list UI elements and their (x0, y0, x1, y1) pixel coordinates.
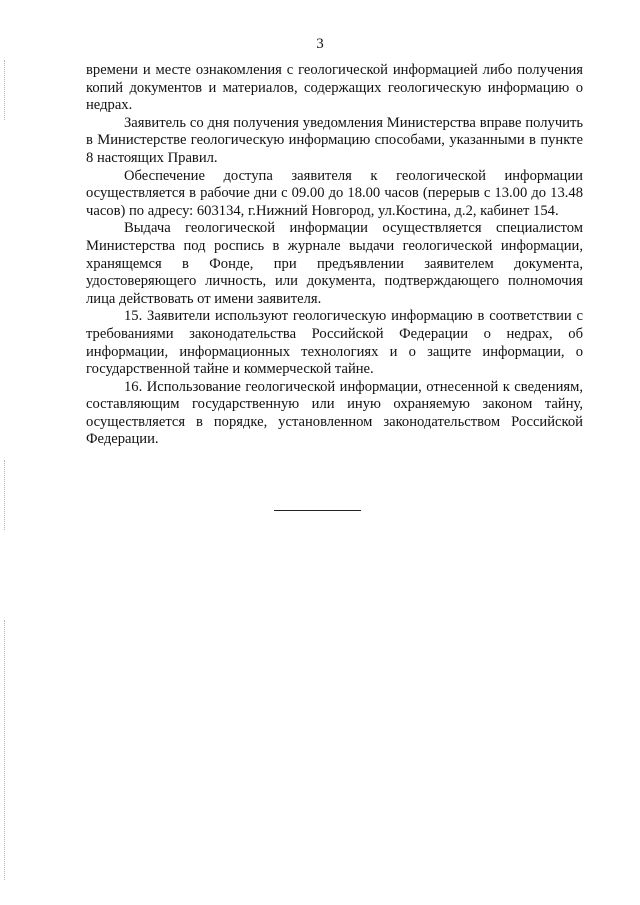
paragraph-access-hours: Обеспечение доступа заявителя к геологической информации осуществляется в рабочие дни с 09.00 до 18.00 часов (перерыв с 13.00 до 13.48 часов) по адресу: 603134, г.Нижний Новгород, ул.Костина, д.2, кабинет 154. (86, 167, 583, 219)
page-number: 3 (316, 36, 324, 52)
document-body (86, 62, 583, 449)
end-separator-line (274, 510, 361, 511)
paragraph-issuance: Выдача геологической информации осуществляется специалистом Министерства под роспись в журнале выдачи геологической информации, хранящемся в Фонде, при предъявлении заявителем документа, удостоверяющего личность, или документа, подтверждающего полномочия лица действовать от имени заявителя. (86, 220, 583, 307)
scan-edge-mark (4, 460, 5, 530)
scan-edge-mark (4, 60, 5, 120)
paragraph-applicant-rights: Заявитель со дня получения уведомления Министерства вправе получить в Министерстве геологическую информацию способами, указанными в пункте 8 настоящих Правил. (86, 114, 583, 166)
paragraph-continuation: времени и месте ознакомления с геологической информацией либо получения копий документов и материалов, содержащих геологическую информацию о недрах. (86, 62, 583, 114)
paragraph-16: 16. Использование геологической информации, отнесенной к сведениям, составляющим государственную или иную охраняемую законом тайну, осуществляется в порядке, установленном законодательством Российской Федерации. (86, 378, 583, 448)
paragraph-15: 15. Заявители используют геологическую информацию в соответствии с требованиями законодательства Российской Федерации о недрах, об информации, информационных технологиях и о защите информации, о государственной тайне и коммерческой тайне. (86, 308, 583, 378)
scan-edge-mark (4, 620, 5, 880)
